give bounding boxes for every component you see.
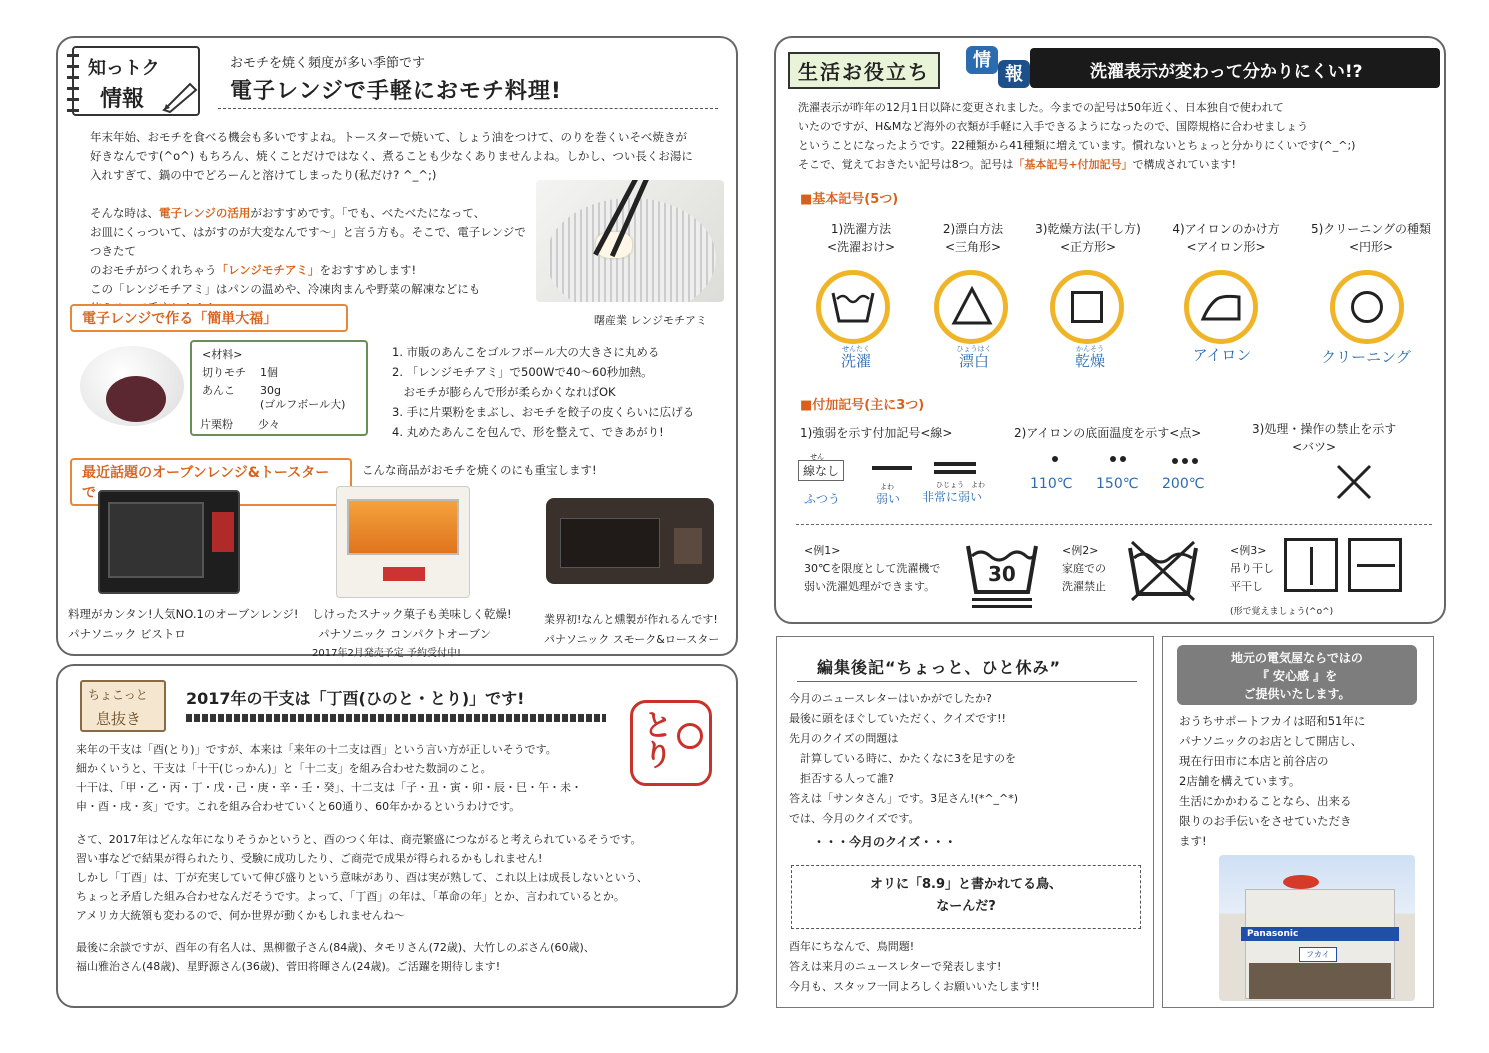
dry-ruby: かんそう <box>1076 345 1104 353</box>
cleaning-symbol <box>1330 270 1404 344</box>
basic-title-1: 1)洗濯方法 <洗濯おけ> <box>826 222 896 254</box>
basic-title-3: 3)乾燥方法(干し方) <正方形> <box>1035 222 1141 254</box>
product-caption-1: 料理がカンタン!人気NO.1のオーブンレンジ! パナソニック ビストロ <box>68 607 299 641</box>
laundry-title-bar: 洗濯表示が変わって分かりにくい!? <box>1030 48 1440 88</box>
oven-note: こんな商品がおモチを焼くのにも重宝します! <box>362 463 597 477</box>
ex1-line-2 <box>972 605 1032 608</box>
temp-110: 110℃ <box>1030 476 1073 492</box>
quiz-heading: ・・・今月のクイズ・・・ <box>813 835 957 849</box>
recipe-steps: 1. 市販のあんこをゴルフボール大の大きさに丸める 2. 「レンジモチアミ」で500Wで40〜60秒加熱。 おモチが膨らんで形が柔らかくなればOK 3. 手に片栗粉をまぶし、おモチを餃子の皮くらいに広げる 4. 丸めたあんこを包んで、形を整えて、できあがり! <box>392 345 695 439</box>
washtub-icon <box>831 289 875 325</box>
basic-symbols-heading: ■基本記号(5つ) <box>800 192 899 207</box>
pencil-icon <box>160 78 200 114</box>
compact-oven-photo <box>336 486 470 598</box>
very-weak-ruby: ひじょう よわ <box>936 481 985 489</box>
three-dots-icon <box>1172 456 1198 464</box>
basic-title-2: 2)漂白方法 <三角形> <box>942 222 1004 254</box>
quiz-box: オリに「8.9」と書かれてる鳥、 なーんだ? <box>791 865 1141 929</box>
strength-title: 1)強弱を示す付加記号<線> <box>800 426 953 440</box>
notebook-badge <box>72 46 200 116</box>
checkered-divider <box>186 714 606 722</box>
example-3-note: (形で覚えましょう(^o^) <box>1230 607 1334 617</box>
badge-line1: 知っトク <box>88 58 160 79</box>
one-dot-icon <box>1052 456 1058 462</box>
flat-dry-icon <box>1348 538 1402 592</box>
basic-title-4: 4)アイロンのかけ方 <アイロン形> <box>1172 222 1280 254</box>
laundry-panel <box>774 36 1446 624</box>
weak-ruby: よわ <box>880 483 894 491</box>
iron-temp-title: 2)アイロンの底面温度を示す<点> <box>1014 426 1202 440</box>
ingredient-row-last: 片栗粉 少々 <box>200 418 280 431</box>
knowledge-panel <box>56 36 738 659</box>
very-weak-label: 非常に弱い <box>922 490 983 504</box>
weak-label: 弱い <box>876 492 901 506</box>
product-caption-3: 業界初!なんと燻製が作れるんです! パナソニック スモーク&ロースター <box>544 613 720 646</box>
eto-paragraph-3: 最後に余談ですが、酉年の有名人は、黒柳徹子さん(84歳)、タモリさん(72歳)、大竹しのぶさん(60歳)、 福山雅治さん(48歳)、星野源さん(36歳)、菅田将暉さん(24歳)。ご活躍を期待します! <box>76 941 595 973</box>
mochi-mat-photo <box>536 180 724 302</box>
laundry-intro: 洗濯表示が昨年の12月1日以降に変更されました。今までの記号は50年近く、日本独自で使われて いたのですが、H&Mなど海外の衣類が手軽に入手できるようになったので、国際規格に合わせましょう ということになったようです。22種類から41種類に増えています。慣れないとちょっと分かりにくいです(^_^;) そこで、覚えておきたい記号は8つ。記号は「基本記号+付加記号」で構成されています! <box>798 101 1356 171</box>
eto-paragraph-1: 来年の干支は「酉(とり)」ですが、本来は「来年の十二支は酉」という言い方が正しいそうです。 細かくいうと、干支は「十干(じっかん)」と「十二支」を組み合わせた数詞のこと。 十干は、「甲・乙・丙・丁・戊・己・庚・辛・壬・癸」、十二支は「子・丑・寅・卯・辰・巳・午・未・ 申・酉・戌・亥」です。これを組み合わせていくと60通り、60年かかるというわけです。 <box>76 743 582 813</box>
dry-symbol <box>1050 270 1124 344</box>
title-dash-line <box>218 108 718 109</box>
bistro-oven-photo <box>98 490 240 594</box>
store-sign: Panasonic <box>1241 927 1399 941</box>
line-dry-icon <box>1284 538 1338 592</box>
ingredients-box: <材料> 切りモチ 1個 あんこ 30g (ゴルフボール大) <box>190 340 368 436</box>
eto-paragraph-2: さて、2017年はどんな年になりそうかというと、酉のつく年は、商売繁盛につながると考えられているそうです。 習い事などで結果が得られたり、受験に成功したり、ご商売で成果が得られるかもしれません! しかし「丁酉」は、丁が充実していて伸び盛りという意味があり、酉は実が熟して、これ以上は成長しないという、 ちょっと矛盾した組み合わせなんだそうです。よって、「丁酉」の年は、「革命の年」とか、言われているとか。 アメリカ大統領も変わるので、何か世界が動くかもしれませんね〜 <box>76 833 648 922</box>
store-panel <box>1162 636 1434 1008</box>
temp-200: 200℃ <box>1162 476 1205 492</box>
triangle-icon <box>951 285 993 327</box>
store-name: フカイ <box>1299 947 1337 962</box>
no-line-box: 線なし <box>798 460 844 481</box>
store-description: おうちサポートフカイは昭和51年に パナソニックのお店として開店し、 現在行田市に本店と前谷店の 2店舗を構えています。 生活にかかわることなら、出来る 限りのお手伝いをさせていただき ます! <box>1179 714 1366 848</box>
oven-label: 最近話題のオーブンレンジ&トースターで <box>70 458 352 506</box>
single-line-icon <box>872 466 912 470</box>
bleach-label: 漂白 <box>958 352 989 370</box>
store-photo <box>1219 855 1415 1001</box>
break-panel <box>56 664 738 1008</box>
extra-symbols-heading: ■付加記号(主に3つ) <box>800 398 925 413</box>
tori-stamp: とり <box>630 700 712 786</box>
recipe-label: 電子レンジで作る「簡単大福」 <box>70 304 348 332</box>
knowledge-subtitle: おモチを焼く頻度が多い季節です <box>230 56 426 71</box>
normal-label: ふつう <box>804 492 841 506</box>
mochi-mat-caption: 曙産業 レンジモチアミ <box>594 314 707 327</box>
iron-symbol <box>1184 270 1258 344</box>
eto-title: 2017年の干支は「丁酉(ひのと・とり)」です! <box>186 689 525 708</box>
examples-divider <box>796 524 1432 525</box>
wash-label: 洗濯 <box>840 352 871 370</box>
example-1-symbol: 30 <box>964 540 1040 610</box>
bleach-ruby: ひょうはく <box>956 345 992 353</box>
editor-note-title: 編集後記“ちょっと、ひと休み” <box>817 658 1062 677</box>
example-3-text: <例3> 吊り干し 平干し <box>1230 544 1274 593</box>
temp-150: 150℃ <box>1096 476 1139 492</box>
cross-icon <box>1334 462 1374 502</box>
double-line-icon <box>934 462 976 474</box>
circle-icon <box>1351 291 1383 323</box>
bleach-symbol <box>934 270 1008 344</box>
microwave-paragraph: そんな時は、電子レンジの活用がおすすめです。「でも、べたべたになって、 お皿にくっついて、はがすのが大変なんです〜」と言う方も。そこで、電子レンジでつきたて のおモチがつくれちゃう「レンジモチアミ」をおすすめします! この「レンジモチアミ」はパンの温めや、冷凍肉まんや野菜の解凍などにも <box>90 206 526 296</box>
store-banner: 地元の電気屋ならではの 『 安心感 』を ご提供いたします。 <box>1177 645 1417 705</box>
daifuku-photo <box>80 346 184 426</box>
notebook-rings <box>67 54 79 112</box>
smoke-roaster-photo <box>546 498 714 584</box>
example-2-text: <例2> 家庭での 洗濯禁止 <box>1062 544 1106 593</box>
badge-line2: 情報 <box>100 87 145 112</box>
no-wash-icon <box>1126 538 1200 604</box>
dry-label: 乾燥 <box>1074 352 1105 370</box>
rooster-head-icon <box>677 723 703 749</box>
two-dots-icon <box>1110 456 1126 463</box>
life-tips-badge: 生活お役立ち 情 報 <box>788 48 1036 88</box>
wash-symbol <box>816 270 890 344</box>
editor-note-panel <box>776 636 1154 1008</box>
wood-sign-badge: ちょこっと 息抜き <box>80 680 166 732</box>
ex1-line-1 <box>972 598 1032 601</box>
quiz-after: 酉年にちなんで、鳥問題! 答えは来月のニュースレターで発表します! 今月も、スタッフ一同よろしくお願いいたします!! <box>789 940 1040 993</box>
basic-title-5: 5)クリーニングの種類 <円形> <box>1310 222 1432 254</box>
product-caption-2: しけったスナック菓子も美味しく乾燥! パナソニック コンパクトオーブン 2017年2月発売予定 予約受付中! <box>312 607 512 659</box>
square-icon <box>1071 291 1103 323</box>
example-1-text: <例1> 30℃を限度として洗濯機で 弱い洗濯処理ができます。 <box>804 544 941 593</box>
cleaning-label: クリーニング <box>1321 348 1411 366</box>
no-line-ruby: せん <box>810 453 824 461</box>
wash-ruby: せんたく <box>842 345 870 353</box>
knowledge-title: 電子レンジで手軽におモチ料理! <box>230 79 562 104</box>
iron-icon <box>1199 291 1245 323</box>
iron-label: アイロン <box>1192 346 1252 364</box>
editor-note-body: 今月のニュースレターはいかがでしたか? 最後に頭をほぐしていただく、クイズです!! 先月のクイズの問題は 計算している時に、かたくなに3を足すのを 拒否する人って誰? 答えは「サンタさん」です。3足さん!(*^_^*) では、今月のクイズです。 <box>789 692 1019 825</box>
intro-paragraph: 年末年始、おモチを食べる機会も多いですよね。トースターで焼いて、しょう油をつけて、のりを巻くいそべ焼きが 好きなんです(^o^) もちろん、焼くことだけではなく、煮ることも少なくありませんよね。しかし、つい長くお湯に 入れすぎて、鍋の中でどろーんと溶けてしまったり(私だけ? ^_^;) <box>90 130 693 182</box>
ban-title: 3)処理・操作の禁止を示す <バツ> <box>1252 422 1397 454</box>
